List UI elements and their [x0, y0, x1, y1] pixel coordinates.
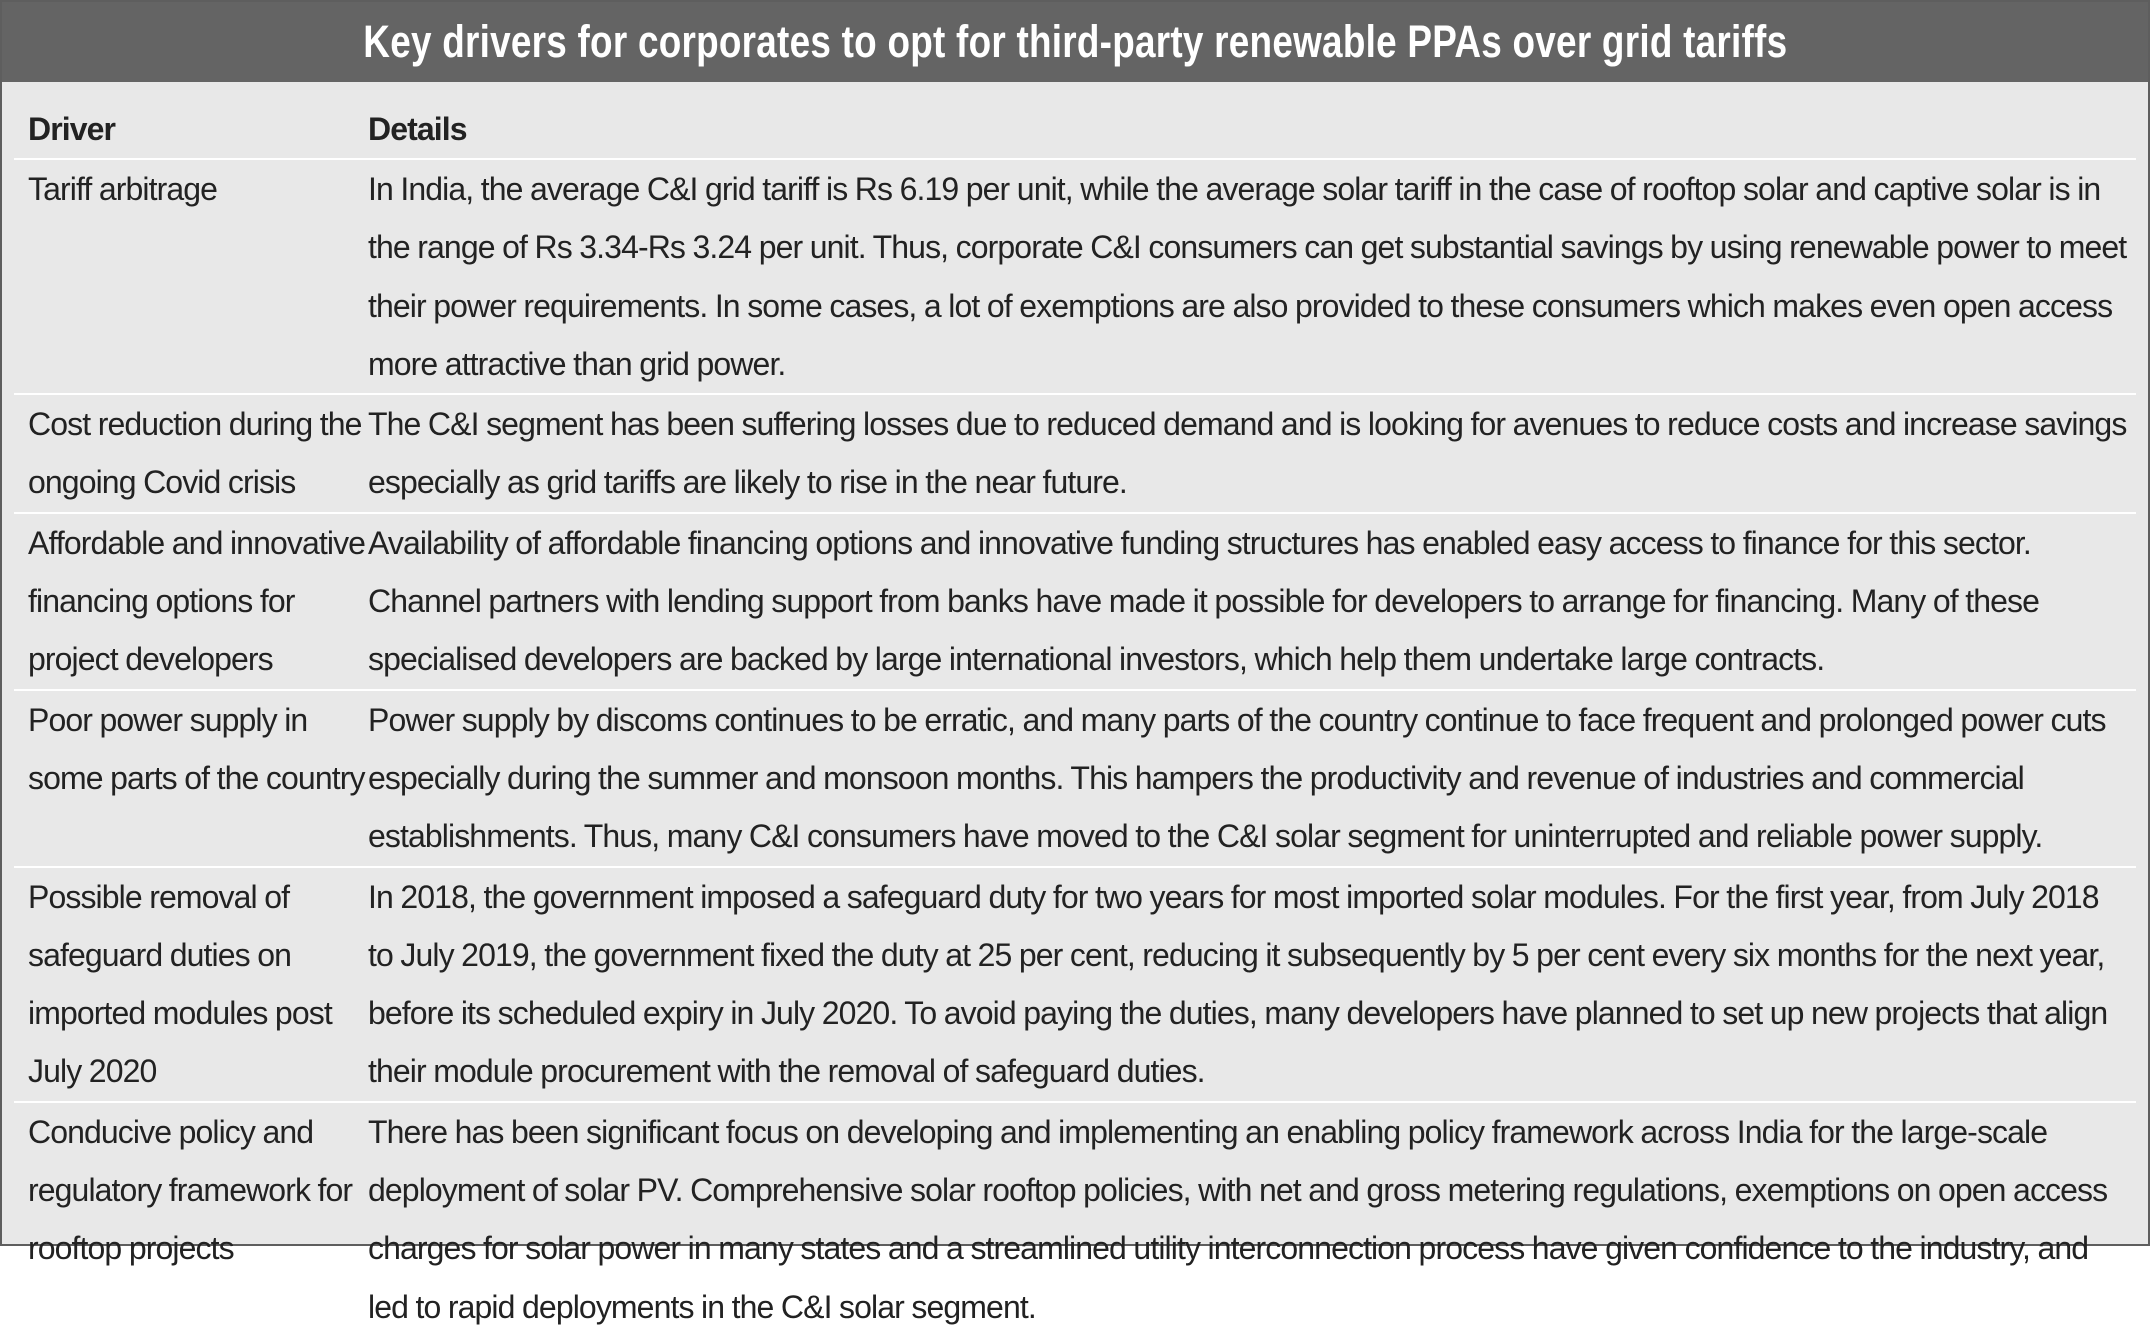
driver-cell: Conducive policy and regulatory framework for rooftop projects [28, 1113, 353, 1267]
details-cell: There has been significant focus on developing and implementing an enabling policy framework across India for the large-scale deployment of solar PV. Comprehensive solar rooftop policies, with net and gross metering regulations, exemptions on open access charges for solar power in many states and a streamlined utility interconnection process have given confidence to the industry, and led to rapid deployments in the C&I solar segment. [368, 1113, 2108, 1325]
table-title: Key drivers for corporates to opt for third-party renewable PPAs over grid tariffs [362, 16, 1788, 67]
table-row [14, 395, 2136, 514]
details-cell: The C&I segment has been suffering losses due to reduced demand and is looking for avenues to reduce costs and increase savings especially as grid tariffs are likely to rise in the near future. [368, 406, 2127, 501]
driver-cell: Cost reduction during the ongoing Covid crisis [28, 406, 362, 501]
table-row [14, 868, 2136, 1103]
drivers-table [14, 100, 2136, 1336]
table-row [14, 514, 2136, 691]
table-row [14, 1103, 2136, 1336]
driver-cell: Possible removal of safeguard duties on imported modules post July 2020 [28, 878, 332, 1090]
table-row [14, 160, 2136, 395]
driver-cell: Affordable and innovative financing options for project developers [28, 524, 366, 678]
table-row [14, 691, 2136, 868]
driver-cell: Poor power supply in some parts of the country [28, 701, 365, 796]
details-cell: Power supply by discoms continues to be erratic, and many parts of the country continue to face frequent and prolonged power cuts especially during the summer and monsoon months. This hampers the productivity and revenue of industries and commercial establishments. Thus, many C&I consumers have moved to the C&I solar segment for uninterrupted and reliable power supply. [368, 701, 2106, 855]
table-header-row [14, 100, 2136, 160]
details-cell: In India, the average C&I grid tariff is Rs 6.19 per unit, while the average solar tariff in the case of rooftop solar and captive solar is in the range of Rs 3.34-Rs 3.24 per unit. Thus, corporate C&I consumers can get substantial savings by using renewable power to meet their power requirements. In some cases, a lot of exemptions are also provided to these consumers which makes even open access more attractive than grid power. [368, 171, 2127, 382]
details-cell: Availability of affordable financing options and innovative funding structures has enabled easy access to finance for this sector. Channel partners with lending support from banks have made it possible for developers to arrange for financing. Many of these specialised developers are backed by large international investors, which help them undertake large contracts. [368, 524, 2040, 678]
driver-cell: Tariff arbitrage [28, 171, 218, 207]
table-title-bar [2, 2, 2148, 82]
column-header-details: Details [368, 111, 467, 147]
column-header-driver: Driver [28, 111, 116, 147]
details-cell: In 2018, the government imposed a safeguard duty for two years for most imported solar modules. For the first year, from July 2018 to July 2019, the government fixed the duty at 25 per cent, reducing it subsequently by 5 per cent every six months for the next year, before its scheduled expiry in July 2020. To avoid paying the duties, many developers have planned to set up new projects that align their module procurement with the removal of safeguard duties. [368, 878, 2108, 1090]
